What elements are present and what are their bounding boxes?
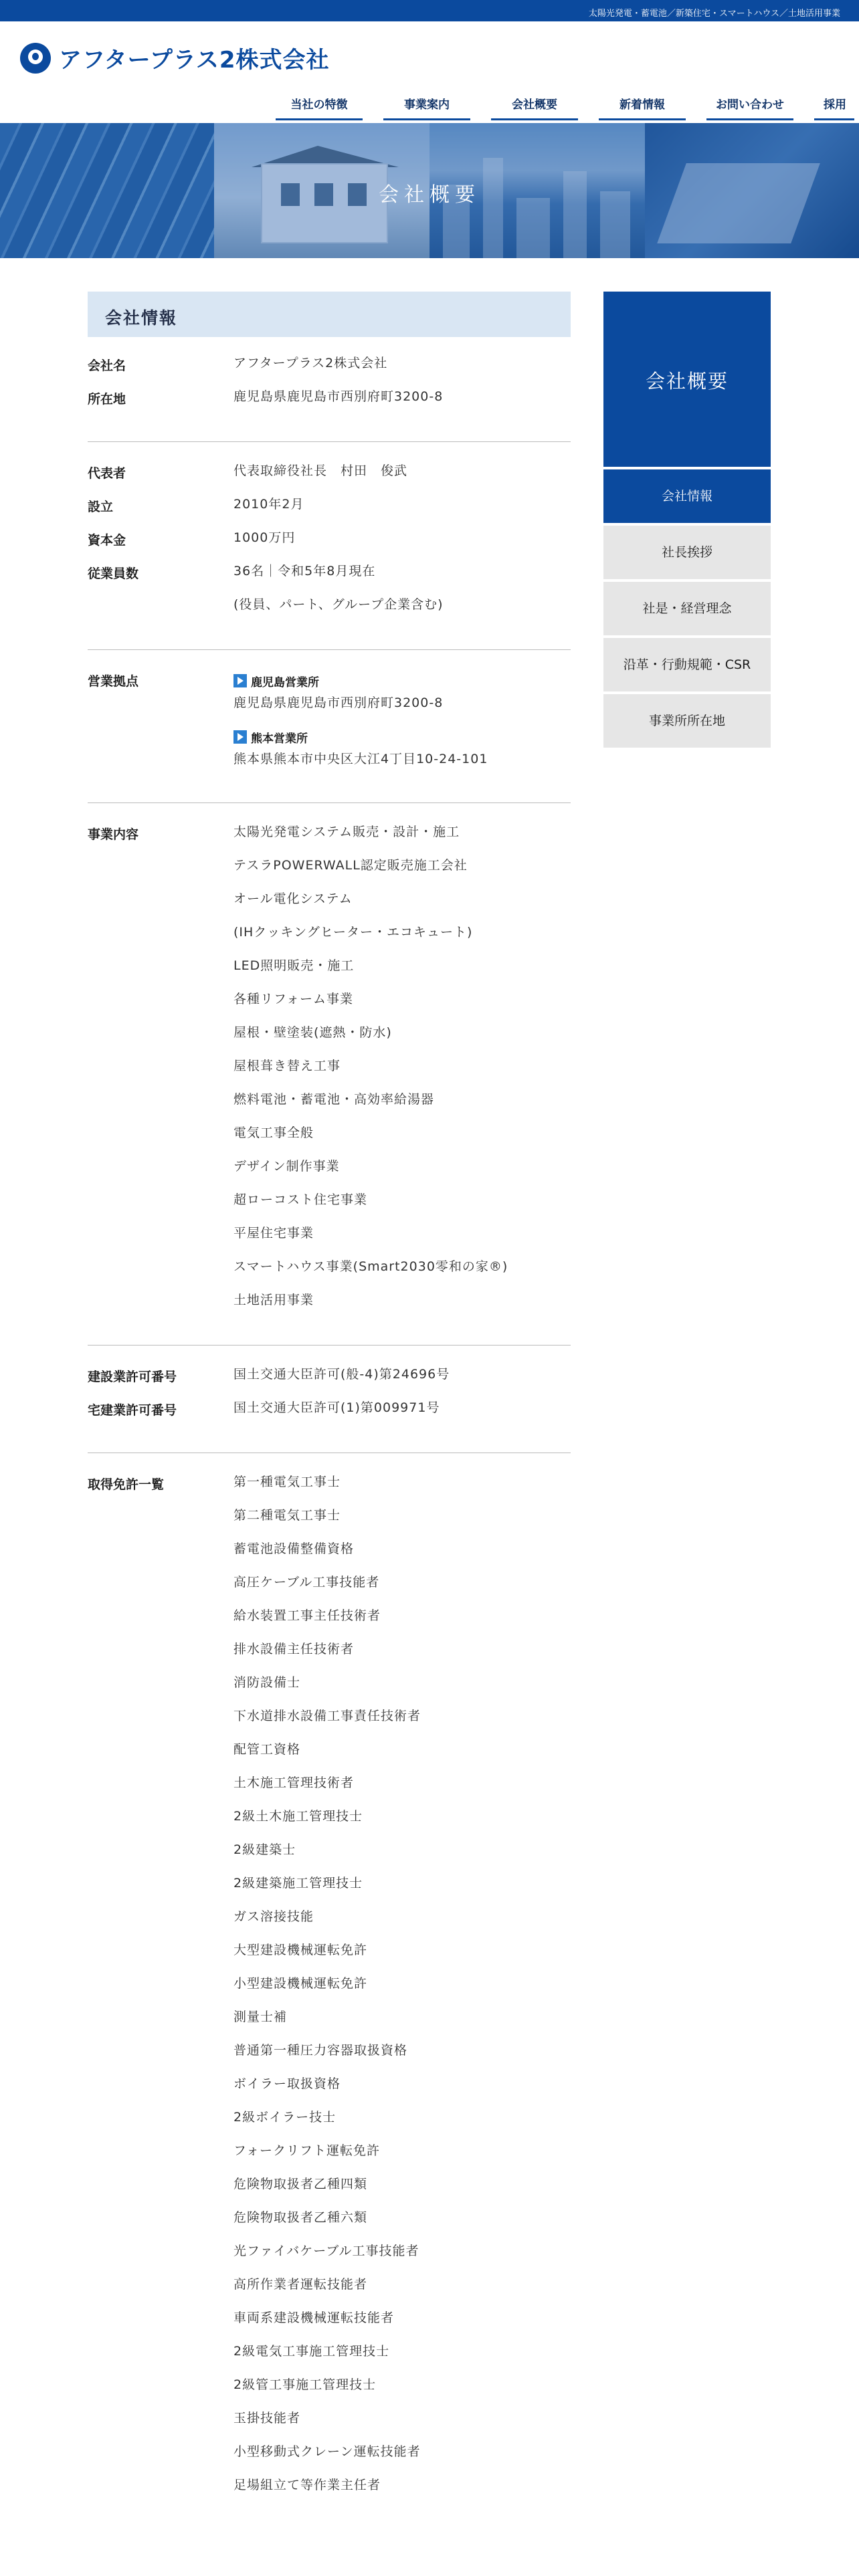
license-item: 蓄電池設備整備資格 (233, 1541, 355, 1556)
info-value: アフタープラス2株式会社 (233, 356, 388, 370)
business-item: デザイン制作事業 (233, 1159, 340, 1174)
info-value: 2010年2月 (233, 497, 304, 512)
info-label: 所在地 (88, 392, 126, 407)
sidebar-item-locations[interactable]: 事業所所在地 (603, 694, 771, 748)
header (0, 21, 859, 123)
license-item: 2級建築施工管理技士 (233, 1876, 363, 1891)
company-info (88, 292, 571, 2530)
main-nav (276, 95, 854, 120)
info-value: 鹿児島県鹿児島市西別府町3200-8 (233, 389, 444, 404)
info-row-employees (88, 561, 571, 628)
license-item: 足場組立て等作業主任者 (233, 2478, 381, 2492)
nav-recruit[interactable]: 採用 (814, 95, 854, 120)
section-title: 会社情報 (88, 292, 571, 337)
license-item: 第一種電気工事士 (233, 1475, 341, 1489)
sidebar-item-philosophy[interactable]: 社是・経営理念 (603, 582, 771, 635)
business-item: 屋根・壁塗装(遮熱・防水) (233, 1025, 392, 1040)
info-row-realestate-permit (88, 1398, 571, 1431)
info-row-established (88, 494, 571, 528)
business-item: 土地活用事業 (233, 1293, 314, 1307)
business-list (233, 822, 571, 1323)
license-item: 消防設備士 (233, 1675, 301, 1690)
info-label: 資本金 (88, 533, 126, 548)
business-item: スマートハウス事業(Smart2030零和の家®) (233, 1259, 508, 1274)
license-item: 普通第一種圧力容器取扱資格 (233, 2043, 408, 2058)
info-value: 36名｜令和5年8月現在 (233, 564, 376, 578)
info-row-company-name (88, 353, 571, 387)
office-address: 鹿児島県鹿児島市西別府町3200-8 (233, 695, 444, 710)
sidebar-title: 会社概要 (603, 292, 771, 467)
license-item: 小型移動式クレーン運転技能者 (233, 2444, 421, 2459)
office-name (233, 725, 571, 749)
business-item: 電気工事全般 (233, 1125, 314, 1140)
license-item: 排水設備主任技術者 (233, 1642, 355, 1656)
info-label: 建設業許可番号 (88, 1370, 177, 1384)
office-name (233, 669, 571, 693)
license-list (233, 1472, 571, 2508)
info-value: 代表取締役社長 村田 俊武 (233, 463, 408, 478)
office-name-text: 鹿児島営業所 (251, 675, 319, 689)
license-item: 給水装置工事主任技術者 (233, 1608, 381, 1623)
info-label: 取得免許一覧 (88, 1477, 165, 1492)
sidebar-item-greeting[interactable]: 社長挨拶 (603, 526, 771, 579)
info-label: 事業内容 (88, 827, 139, 842)
sidebar-item-company-info[interactable]: 会社情報 (603, 469, 771, 523)
info-row-offices (88, 669, 571, 781)
business-item: 超ローコスト住宅事業 (233, 1192, 368, 1207)
info-row-business (88, 822, 571, 1323)
info-label: 会社名 (88, 358, 126, 373)
license-item: 第二種電気工事士 (233, 1508, 341, 1523)
nav-business[interactable]: 事業案内 (383, 95, 470, 120)
license-item: フォークリフト運転免許 (233, 2143, 381, 2158)
nav-company[interactable]: 会社概要 (491, 95, 578, 120)
license-item: 危険物取扱者乙種六類 (233, 2210, 368, 2225)
info-block-offices (88, 650, 571, 803)
info-row-construction-permit (88, 1364, 571, 1398)
license-item: 2級土木施工管理技士 (233, 1809, 363, 1824)
info-row-licenses (88, 1472, 571, 2508)
license-item: 光ファイバケーブル工事技能者 (233, 2244, 419, 2258)
info-block-corporate (88, 442, 571, 650)
office-name-text: 熊本営業所 (251, 732, 308, 746)
business-item: 太陽光発電システム販売・設計・施工 (233, 825, 460, 839)
info-row-capital (88, 528, 571, 561)
license-item: 2級管工事施工管理技士 (233, 2377, 377, 2392)
info-value: 国土交通大臣許可(1)第009971号 (233, 1400, 440, 1415)
info-value: 国土交通大臣許可(般-4)第24696号 (233, 1367, 450, 1382)
top-bar-text: 太陽光発電・蓄電池／新築住宅・スマートハウス／土地活用事業 (588, 9, 840, 19)
license-item: 玉掛技能者 (233, 2411, 301, 2426)
info-label: 営業拠点 (88, 674, 139, 689)
play-icon (233, 674, 247, 687)
business-item: 燃料電池・蓄電池・高効率給湯器 (233, 1092, 435, 1107)
info-label: 宅建業許可番号 (88, 1403, 177, 1418)
top-bar (0, 0, 859, 21)
info-block-business (88, 803, 571, 1346)
info-block-permits (88, 1346, 571, 1453)
info-row-address (88, 387, 571, 420)
info-value: (役員、パート、グループ企業含む) (233, 597, 444, 612)
business-item: 平屋住宅事業 (233, 1226, 314, 1241)
business-item: (IHクッキングヒーター・エコキュート) (233, 925, 473, 940)
nav-news[interactable]: 新着情報 (599, 95, 686, 120)
logo-text: アフタープラス2株式会社 (59, 47, 330, 74)
business-item: 屋根葺き替え工事 (233, 1059, 341, 1073)
license-item: 2級建築士 (233, 1842, 296, 1857)
license-item: 測量士補 (233, 2010, 288, 2024)
license-item: 2級電気工事施工管理技士 (233, 2344, 390, 2359)
business-item: LED照明販売・施工 (233, 958, 355, 973)
license-item: 下水道排水設備工事責任技術者 (233, 1709, 421, 1723)
info-row-representative (88, 461, 571, 494)
license-item: 危険物取扱者乙種四類 (233, 2177, 368, 2191)
sidebar (603, 292, 771, 748)
license-item: 土木施工管理技術者 (233, 1776, 355, 1790)
license-item: 車両系建設機械運転技能者 (233, 2311, 395, 2325)
business-item: オール電化システム (233, 891, 353, 906)
license-item: ガス溶接技能 (233, 1909, 314, 1924)
nav-features[interactable]: 当社の特徴 (276, 95, 363, 120)
play-icon (233, 730, 247, 744)
license-item: 高圧ケーブル工事技能者 (233, 1575, 380, 1590)
info-label: 設立 (88, 500, 114, 514)
info-block-basic (88, 337, 571, 442)
sidebar-item-history[interactable]: 沿革・行動規範・CSR (603, 638, 771, 691)
business-item: テスラPOWERWALL認定販売施工会社 (233, 858, 468, 873)
info-label: 従業員数 (88, 566, 139, 581)
office-address: 熊本県熊本市中央区大江4丁目10-24-101 (233, 752, 488, 766)
logo-icon (20, 43, 51, 74)
business-item: 各種リフォーム事業 (233, 992, 354, 1006)
license-item: 高所作業者運転技能者 (233, 2277, 368, 2292)
license-item: 2級ボイラー技士 (233, 2110, 337, 2125)
hero-banner (0, 123, 859, 258)
license-item: ボイラー取扱資格 (233, 2076, 341, 2091)
license-item: 小型建設機械運転免許 (233, 1976, 368, 1991)
info-label: 代表者 (88, 466, 126, 481)
info-block-licenses (88, 1453, 571, 2530)
nav-contact[interactable]: お問い合わせ (706, 95, 793, 120)
license-item: 配管工資格 (233, 1742, 301, 1757)
hero-title: 会社概要 (379, 183, 480, 207)
info-value: 1000万円 (233, 530, 296, 545)
logo[interactable] (20, 41, 330, 74)
license-item: 大型建設機械運転免許 (233, 1943, 368, 1957)
